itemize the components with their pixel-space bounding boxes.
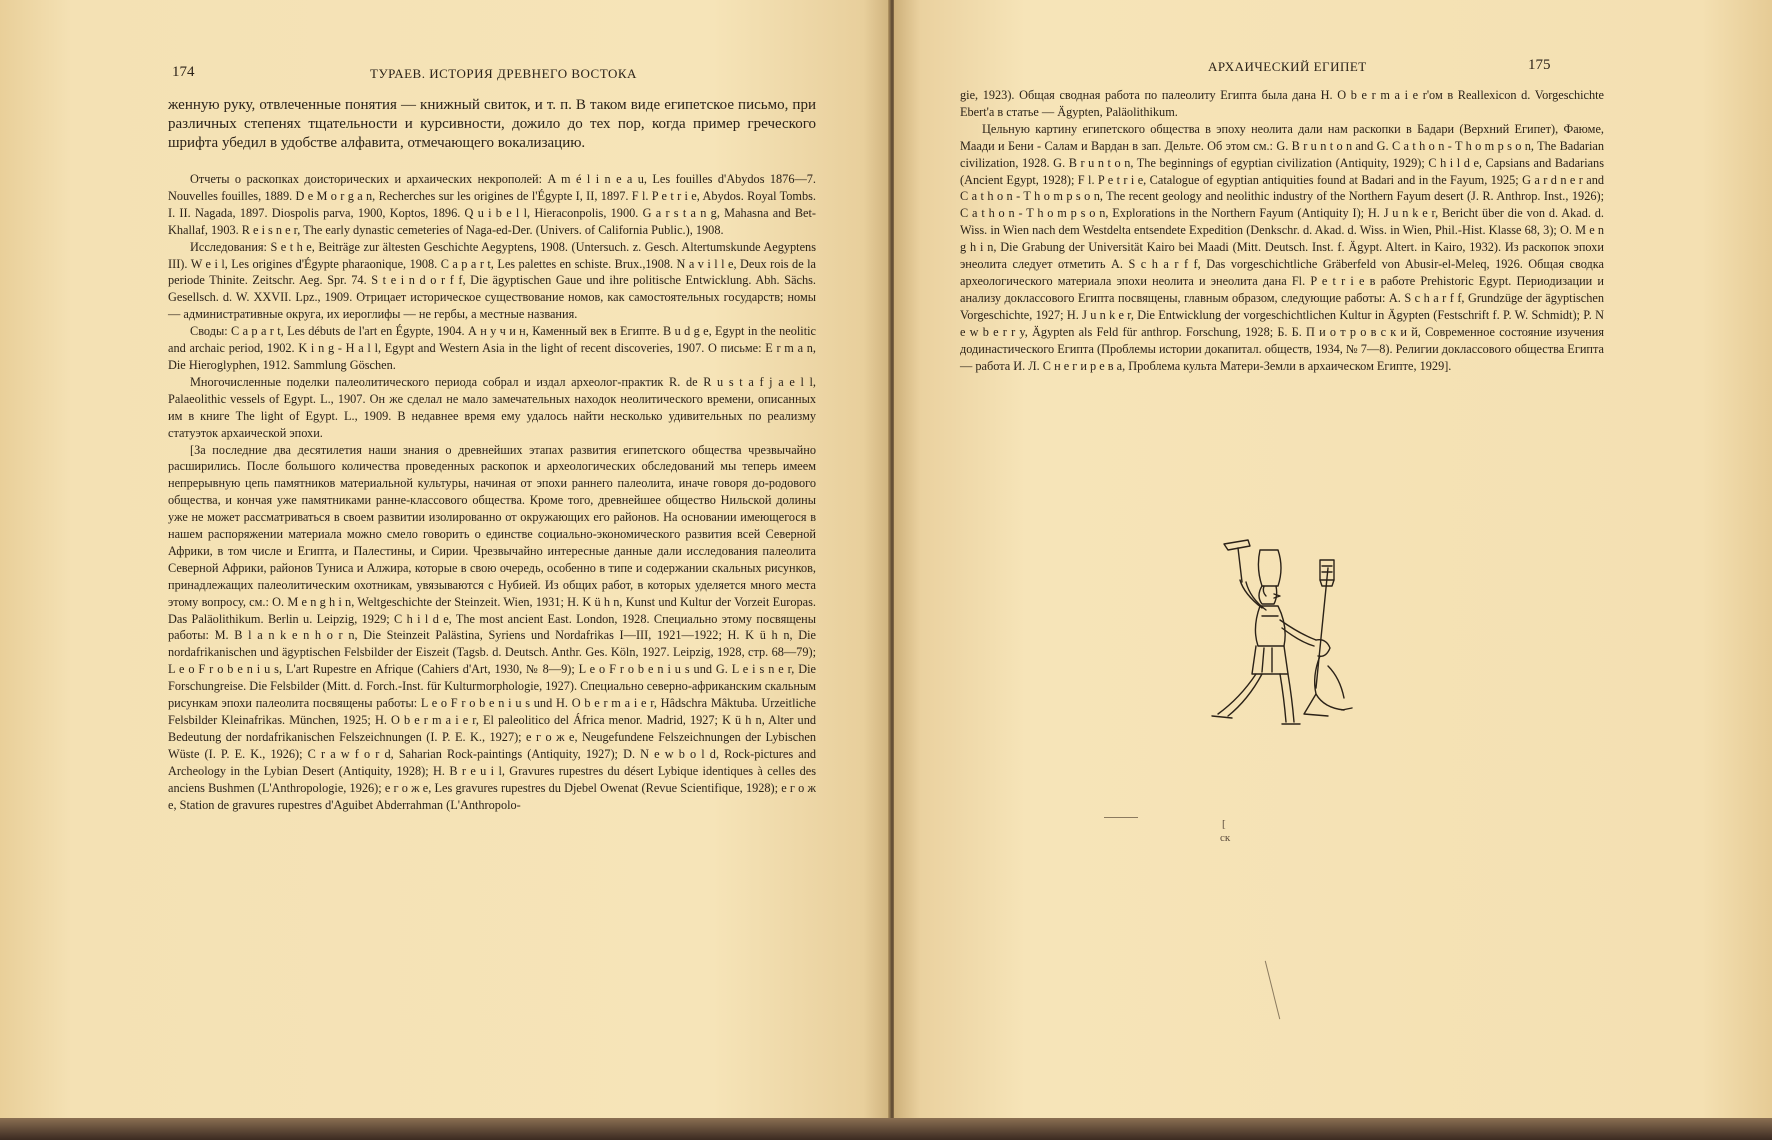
text-column <box>960 87 1604 374</box>
margin-fragment: ск <box>1220 832 1231 844</box>
page-number: 175 <box>1528 57 1551 73</box>
left-page <box>0 0 890 1128</box>
running-head: ТУРАЕВ. ИСТОРИЯ ДРЕВНЕГО ВОСТОКА <box>370 66 637 81</box>
pharaoh-smiting-enemy-illustration <box>1204 538 1364 728</box>
margin-fragment: [ <box>1222 818 1226 830</box>
bibliography-paragraph: Исследования: S e t h e, Beiträge zur ältesten Geschichte Aegyptens, 1908. (Untersuch. z. Gesch. Altertumskunde Aegyptens III). W e i l, Les origines d'Égypte pharaonique, 1908. C a p a r t, Les palettes en schiste. Brux.,1908. N a v i l l e, Deux rois de la periode Thinite. Zeitschr. Aeg. Spr. 74. S t e i n d o r f f, Die ägyptischen Gaue und ihre politische Entwicklung. Abh. Sächs. Gesellsch. d. W. XXVII. Lpz., 1909. Отрицает историческое существование номов, как самостоятельных государств; номы — административные округа, их иероглифы — не гербы, а местные названия. <box>168 239 816 322</box>
stray-mark <box>1265 961 1280 1019</box>
bibliography-paragraph: Многочисленные поделки палеолитического периода собрал и издал археолог-практик R. de R u s t a f j a e l l, Palaeolithic vessels of Egypt. L., 1907. Он же сделал не мало замечательных находок неолитического времени, описанных им в книге The light of Egypt. L., 1909. В недавнее время ему удалось найти несколько удивительных по реализму статуэток архаической эпохи. <box>168 374 816 440</box>
bibliography-paragraph: Отчеты о раскопках доисторических и архаических некрополей: A m é l i n e a u, Les fouilles d'Abydos 1876—7. Nouvelles fouilles, 1889. D e M o r g a n, Recherches sur les origines de l'Égypte I, II, 1897. F l. P e t r i e, Abydos. Royal Tombs. I. II. Nagada, 1897. Diospolis parva, 1900, Koptos, 1896. Q u i b e l l, Hieraconpolis, 1900. G a r s t a n g, Mahasna and Bet-Khallaf, 1903. R e i s n e r, The early dynastic cemeteries of Naga-ed-Der. (Univers. of California Public.), 1908. <box>168 172 816 237</box>
text-column <box>168 96 816 813</box>
running-head: АРХАИЧЕСКИЙ ЕГИПЕТ <box>1208 59 1367 74</box>
bibliography-paragraph: [За последние два десятилетия наши знания о древнейших этапах развития египетского общества чрезвычайно расширились. После большого количества проведенных раскопок и археологических обследований мы теперь имеем непрерывную цепь памятников материальной культуры, начиная от эпохи раннего палеолита, иначе говоря до-родового общества, и кончая уже памятниками ранне-классового общества. Кроме того, древнейшее общество Нильской долины уже не может рассматриваться в своем развитии изолированно от окружающих его районов. На основании имеющегося в нашем распоряжении материала можно смело говорить о единстве социально-экономического развития всей Северной Африки, в том числе и Египта, и Палестины, и Сирии. Чрезвычайно интересные данные дали исследования палеолита Северной Африки, районов Туниса и Алжира, которые в свою очередь, особенно в типе и содержании скальных рисунков, принадлежащих палеолитическим охотникам, увязываются с Нубией. Из общих работ, в которых уделяется много места этому вопросу, см.: O. M e n g h i n, Weltgeschichte der Steinzeit. Wien, 1931; H. K ü h n, Kunst und Kultur der Vorzeit Europas. Das Paläolithikum. Berlin u. Leipzig, 1929; C h i l d e, The most ancient East. London, 1928. Специально этому посвящены работы: M. B l a n k e n h o r n, Die Steinzeit Palästina, Syriens und Nordafrikas I—III, 1921—1922; H. K ü h n, Die nordafrikanischen und ägyptischen Felsbilder der Eiszeit (Tagsb. d. Deutsch. Anthr. Ges. Köln, 1927. Leipzig, 1928, стр. 68—79); L e o F r o b e n i u s, L'art Rupestre en Afrique (Cahiers d'Art, 1930, № 8—9); L e o F r o b e n i u s und G. L e i s n e r, Die Forschungreise. Die Felsbilder (Mitt. d. Forch.-Inst. für Kulturmorphologie, 1927). Специально северно-африканским скальным рисункам эпохи палеолита посвящены работы: L e o F r o b e n i u s und H. O b e r m a i e r, Hâdschra Mâktuba. Urzeitliche Felsbilder Kleinafrikas. München, 1925; H. O b e r m a i e r, El paleolitico del África menor. Madrid, 1927; K ü h n, Alter und Bedeutung der nordafrikanischen Felszeichnungen (I. P. E. K., 1927); е г о ж е, Neugefundene Felszeichnungen der Lybischen Wüste (I. P. E. K., 1926); C r a w f o r d, Saharian Rock-paintings (Antiquity, 1927); D. N e w b o l d, Rock-pictures and Archeology in the Lybian Desert (Antiquity, 1928); H. B r e u i l, Gravures rupestres du désert Lybique identiques à celles des anciens Bushmen (L'Anthropologie, 1926); е г о ж е, Les gravures rupestres du Djebel Owenat (Revue Scientifique, 1928); е г о ж е, Station de gravures rupestres d'Aguibet Abderrahman (L'Anthropolo- <box>168 442 816 812</box>
page-number: 174 <box>172 64 195 80</box>
bibliography-paragraph: Своды: C a p a r t, Les débuts de l'art en Égypte, 1904. А н у ч и н, Каменный век в Египте. B u d g e, Egypt in the neolitic and archaic period, 1902. K i n g - H a l l, Egypt and Western Asia in the light of recent discoveries, 1907. О письме: E r m a n, Die Hieroglyphen, 1912. Sammlung Göschen. <box>168 324 816 372</box>
bibliography-paragraph: Цельную картину египетского общества в эпоху неолита дали нам раскопки в Бадари (Верхний Египет), Фаюме, Маади и Бени - Салам и Вардан в зап. Дельте. Об этом см.: G. B r u n t o n and G. C a t h o n - T h o m p s o n, The Badarian civilization, 1928. G. B r u n t o n, The beginnings of egyptian civilization (Antiquity, 1929); C h i l d e, Capsians and Badarians (Ancient Egypt, 1928); F l. P e t r i e, Catalogue of egyptian antiquities found at Badari and in the Fayum, 1925; G a r d n e r and C a t h o n - T h o m p s o n, The recent geology and neolithic industry of the Northern Fayum desert (J. R. Anthrop. Inst., 1926); C a t h o n - T h o m p s o n, Explorations in the Northern Fayum (Antiquity I); H. J u n k e r, Bericht über die von d. Akad. d. Wiss. in Wien nach dem Westdelta entsendete Expedition (Denkschr. d. Akad. d. Wiss. in Wien, Phil.-Hist. Klasse 68, 3); O. M e n g h i n, Die Grabung der Universität Kairo bei Maadi (Mitt. Deutsch. Inst. f. Ägypt. Altert. in Kairo, 1932). Из раскопок эпохи энеолита следует отметить A. S c h a r f f, Das vorgeschichtliche Gräberfeld von Abusir-el-Meleq, 1926. Общая сводка археологического материала эпохи неолита и энеолита дана Fl. P e t r i e в работе Prehistoric Egypt. Периодизации и анализу доклассового Египта посвящены, главным образом, следующие работы: A. S c h a r f f, Grundzüge der ägyptischen Vorgeschichte, 1927; H. J u n k e r, Die Entwicklung der vorgeschichtlichen Kultur in Ägypten (Festschrift f. P. W. Schmidt); P. N e w b e r r y, Ägypten als Feld für anthrop. Forschung, 1928; Б. Б. П и о т р о в с к и й, Современное состояние изучения додинастического Египта (Проблемы истории докапитал. обществ, 1934, № 7—8). Религии доклассового общества Египта — работа И. Л. С н е г и р е в а, Проблема культа Матери-Земли в архаическом Египте, 1929]. <box>960 121 1604 373</box>
main-paragraph: женную руку, отвлеченные понятия — книжный свиток, и т. п. В таком виде египетское письмо, при различных степенях тщательности и курсивности, дожило до тех пор, когда пример греческого шрифта убедил в удобстве алфавита, отмечающего вокализацию. <box>168 97 816 151</box>
book-bottom-edge <box>0 1118 1772 1140</box>
stray-mark <box>1104 817 1138 818</box>
bibliography-paragraph: gie, 1923). Общая сводная работа по палеолиту Египта была дана H. O b e r m a i e r'ом в Reallexicon d. Vorgeschichte Ebert'a в статье — Ägypten, Paläolithikum. <box>960 88 1604 119</box>
